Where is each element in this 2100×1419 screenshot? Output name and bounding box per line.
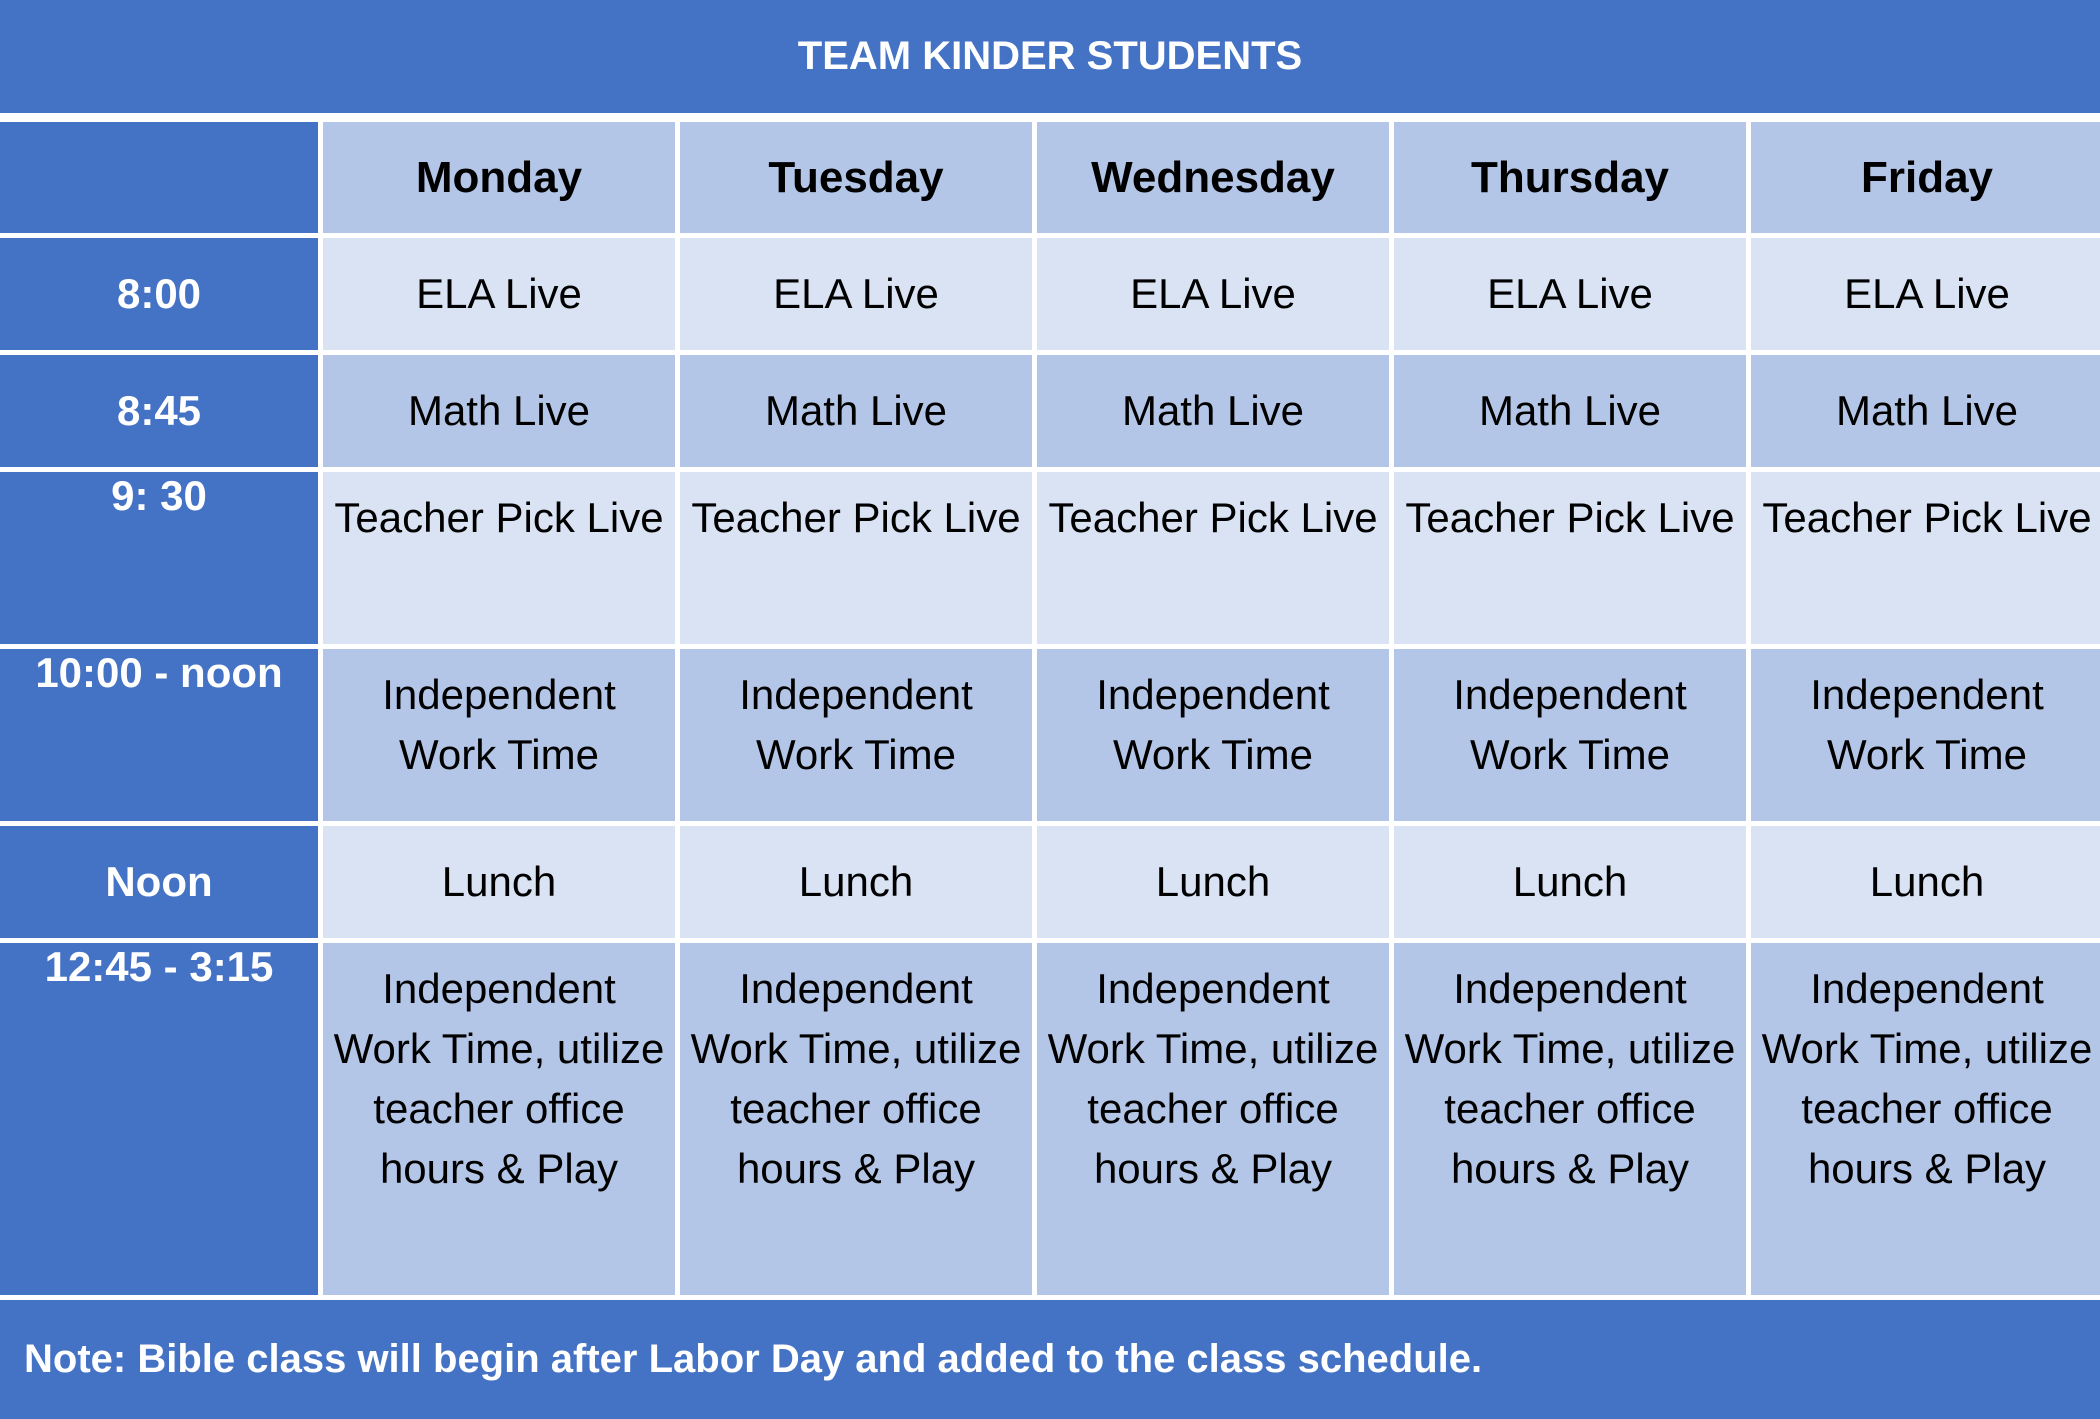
- time-cell: 8:00: [0, 238, 318, 350]
- activity-cell: Math Live: [323, 355, 675, 467]
- activity-cell: Lunch: [323, 826, 675, 938]
- time-cell: Noon: [0, 826, 318, 938]
- schedule-table: [0, 117, 2100, 1300]
- activity-cell: Math Live: [680, 355, 1032, 467]
- activity-cell: Independent Work Time: [1751, 649, 2100, 821]
- activity-cell: Teacher Pick Live: [1037, 472, 1389, 644]
- activity-cell: Teacher Pick Live: [323, 472, 675, 644]
- day-header-monday: Monday: [323, 122, 675, 233]
- activity-cell: Lunch: [1751, 826, 2100, 938]
- time-cell: 9: 30: [0, 472, 318, 644]
- time-cell: 10:00 - noon: [0, 649, 318, 821]
- activity-cell: Math Live: [1037, 355, 1389, 467]
- activity-cell: Lunch: [1394, 826, 1746, 938]
- activity-cell: Lunch: [680, 826, 1032, 938]
- day-header-wednesday: Wednesday: [1037, 122, 1389, 233]
- activity-cell: ELA Live: [680, 238, 1032, 350]
- schedule-row: [0, 826, 2100, 938]
- corner-cell: [0, 122, 318, 233]
- activity-cell: Teacher Pick Live: [680, 472, 1032, 644]
- activity-cell: Independent Work Time, utilize teacher office hours & Play: [1394, 943, 1746, 1295]
- activity-cell: ELA Live: [1037, 238, 1389, 350]
- activity-cell: Math Live: [1394, 355, 1746, 467]
- activity-cell: Independent Work Time: [1394, 649, 1746, 821]
- activity-cell: Teacher Pick Live: [1394, 472, 1746, 644]
- activity-cell: Independent Work Time, utilize teacher office hours & Play: [1037, 943, 1389, 1295]
- day-header-friday: Friday: [1751, 122, 2100, 233]
- activity-cell: Independent Work Time: [1037, 649, 1389, 821]
- schedule-row: [0, 943, 2100, 1295]
- schedule-row: [0, 238, 2100, 350]
- schedule-note: Note: Bible class will begin after Labor Day and added to the class schedule.: [0, 1300, 2100, 1419]
- day-header-tuesday: Tuesday: [680, 122, 1032, 233]
- activity-cell: ELA Live: [1394, 238, 1746, 350]
- activity-cell: Independent Work Time, utilize teacher office hours & Play: [1751, 943, 2100, 1295]
- activity-cell: Independent Work Time, utilize teacher office hours & Play: [680, 943, 1032, 1295]
- activity-cell: Independent Work Time, utilize teacher office hours & Play: [323, 943, 675, 1295]
- schedule-row: [0, 472, 2100, 644]
- day-header-row: [0, 122, 2100, 233]
- day-header-thursday: Thursday: [1394, 122, 1746, 233]
- time-cell: 12:45 - 3:15: [0, 943, 318, 1295]
- schedule-row: [0, 649, 2100, 821]
- activity-cell: Independent Work Time: [323, 649, 675, 821]
- activity-cell: ELA Live: [323, 238, 675, 350]
- time-cell: 8:45: [0, 355, 318, 467]
- activity-cell: Math Live: [1751, 355, 2100, 467]
- activity-cell: Independent Work Time: [680, 649, 1032, 821]
- schedule-title: TEAM KINDER STUDENTS: [0, 0, 2100, 113]
- activity-cell: ELA Live: [1751, 238, 2100, 350]
- schedule-row: [0, 355, 2100, 467]
- activity-cell: Lunch: [1037, 826, 1389, 938]
- activity-cell: Teacher Pick Live: [1751, 472, 2100, 644]
